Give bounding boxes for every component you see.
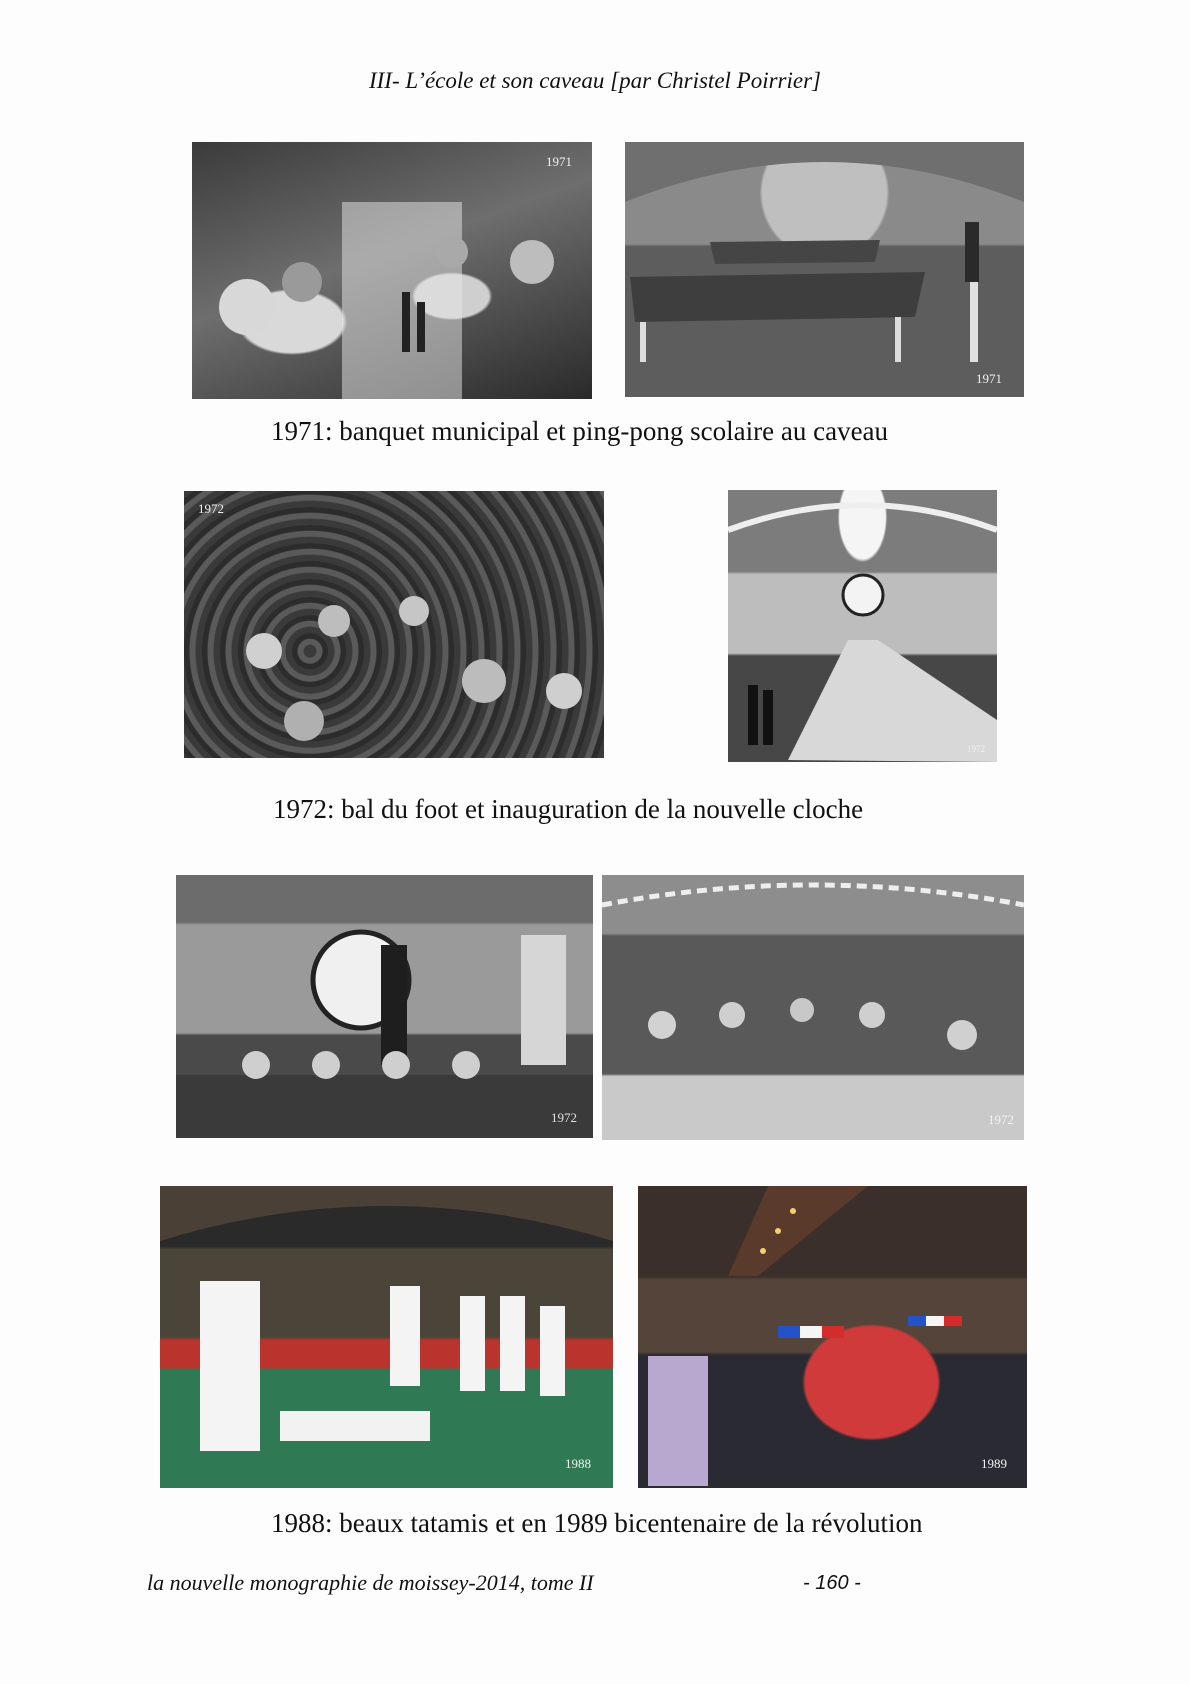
page-header: III- L’école et son caveau [par Christel Poirrier] (368, 68, 822, 93)
photo-discours-1972 (176, 875, 593, 1138)
discours-scene (176, 875, 593, 1138)
photo-ping-pong-1971 (625, 142, 1024, 397)
photo-year-label: 1989 (981, 1456, 1007, 1471)
photo-cloche-salle-1972 (728, 490, 997, 762)
photo-year-label: 1971 (546, 154, 572, 169)
bicentenaire-scene (638, 1186, 1027, 1488)
page-number: - 160 - (803, 1572, 861, 1594)
foule-scene (602, 875, 1024, 1140)
photo-year-label: 1972 (198, 501, 224, 516)
photo-banquet-1971 (192, 142, 592, 399)
banquet-scene (192, 142, 592, 399)
judo-scene (160, 1186, 613, 1488)
ping-pong-scene (625, 142, 1024, 397)
footer-title: la nouvelle monographie de moissey-2014, tome II (147, 1570, 594, 1595)
bal-scene (184, 491, 604, 758)
photo-foule-1972 (602, 875, 1024, 1140)
photo-year-label: 1988 (565, 1456, 591, 1471)
photo-year-label: 1971 (976, 371, 1002, 386)
caption-1972: 1972: bal du foot et inauguration de la nouvelle cloche (273, 794, 864, 824)
caption-1971: 1971: banquet municipal et ping-pong scolaire au caveau (271, 416, 889, 446)
photo-bal-foot-1972 (184, 491, 604, 758)
photo-judo-1988 (160, 1186, 613, 1488)
cloche-salle-scene (728, 490, 997, 762)
photo-year-label: 1972 (988, 1112, 1014, 1127)
photo-year-label: 1972 (551, 1110, 577, 1125)
photo-bicentenaire-1989 (638, 1186, 1027, 1488)
photo-year-label: 1972 (967, 744, 985, 754)
caption-1988-1989: 1988: beaux tatamis et en 1989 bicentenaire de la révolution (271, 1508, 923, 1538)
